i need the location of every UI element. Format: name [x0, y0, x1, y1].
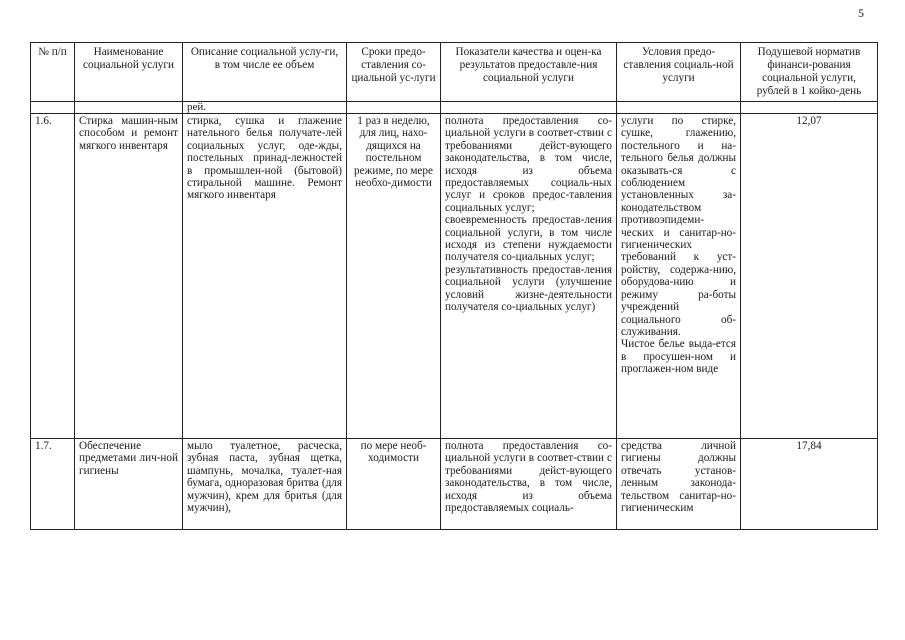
quality-item: полнота предоставления со-циальной услуги в соответ-ствии с требованиями дейст-вующего законодательства, в том числе, исходя из объема предоставляемых социаль-ных услуг и сроков предос-тавления социальных услуг;: [445, 115, 612, 214]
row-terms: 1 раз в неделю, для лиц, нахо-дящихся на постельном режиме, по мере необхо-димости: [347, 114, 441, 439]
page-number: 5: [858, 6, 864, 20]
row-quality: [441, 439, 617, 530]
quality-item: полнота предоставления со-циальной услуги в соответ-ствии с требованиями дейст-вующего законодательства, в том числе, исходя из объема предоставляемых социаль-: [445, 440, 612, 515]
row-name: Обеспечение предметами лич-ной гигиены: [75, 439, 183, 530]
row-norm: 17,84: [741, 439, 878, 530]
row-norm: 12,07: [741, 114, 878, 439]
row-conditions: [617, 114, 741, 439]
row-terms: по мере необ-ходимости: [347, 439, 441, 530]
row-description: мыло туалетное, расческа, зубная паста, зубная щетка, шампунь, мочалка, туалет-ная бумага, одноразовая бритва (для мужчин), крем для бритья (для мужчин),: [183, 439, 347, 530]
header-norm: Подушевой норматив финанси-рования социальной услуги, рублей в 1 койко-день: [741, 43, 878, 102]
table-row: [31, 439, 878, 530]
row-quality: [441, 114, 617, 439]
row-num: 1.6.: [31, 114, 75, 439]
header-quality: Показатели качества и оцен-ка результатов предоставле-ния социальной услуги: [441, 43, 617, 102]
continuation-text: рей.: [183, 102, 347, 114]
header-num: № п/п: [31, 43, 75, 102]
header-name: Наименование социальной услуги: [75, 43, 183, 102]
header-terms: Сроки предо-ставления со-циальной ус-луги: [347, 43, 441, 102]
services-table: [30, 42, 878, 530]
table-header-row: [31, 43, 878, 102]
row-description: стирка, сушка и глажение нательного белья получате-лей социальных услуг, оде-жды, постельных принад-лежностей в промышлен-ной (бытовой) стиральной машине. Ремонт мягкого инвентаря: [183, 114, 347, 439]
condition-item: услуги по стирке, сушке, глажению, постельного и на-тельного белья должны оказывать-ся с соблюдением установленных за-конодательством противоэпидеми-ческих и санитар-но-гигиенических требований к уст-ройству, содержа-нию, оборудова-нию и режиму ра-боты учреждений социального об-служивания.: [621, 115, 736, 338]
header-conditions: Условия предо-ставления социаль-ной услуги: [617, 43, 741, 102]
condition-item: Чистое белье выда-ется в просушен-ном и проглажен-ном виде: [621, 338, 736, 376]
row-num: 1.7.: [31, 439, 75, 530]
condition-item: средства личной гигиены должны отвечать установ-ленным законода-тельством санитар-но-гигиеническим: [621, 440, 736, 515]
continuation-row: [31, 102, 878, 114]
quality-item: своевременность предостав-ления социальной услуги, в том числе исходя из степени нуждаемости получателя со-циальных услуг;: [445, 214, 612, 264]
header-description: Описание социальной услу-ги, в том числе ее объем: [183, 43, 347, 102]
table-row: [31, 114, 878, 439]
row-conditions: [617, 439, 741, 530]
row-name: Стирка машин-ным способом и ремонт мягкого инвентаря: [75, 114, 183, 439]
quality-item: результативность предостав-ления социальной услуги (улучшение условий жизне-деятельности получателя со-циальных услуг): [445, 263, 612, 314]
